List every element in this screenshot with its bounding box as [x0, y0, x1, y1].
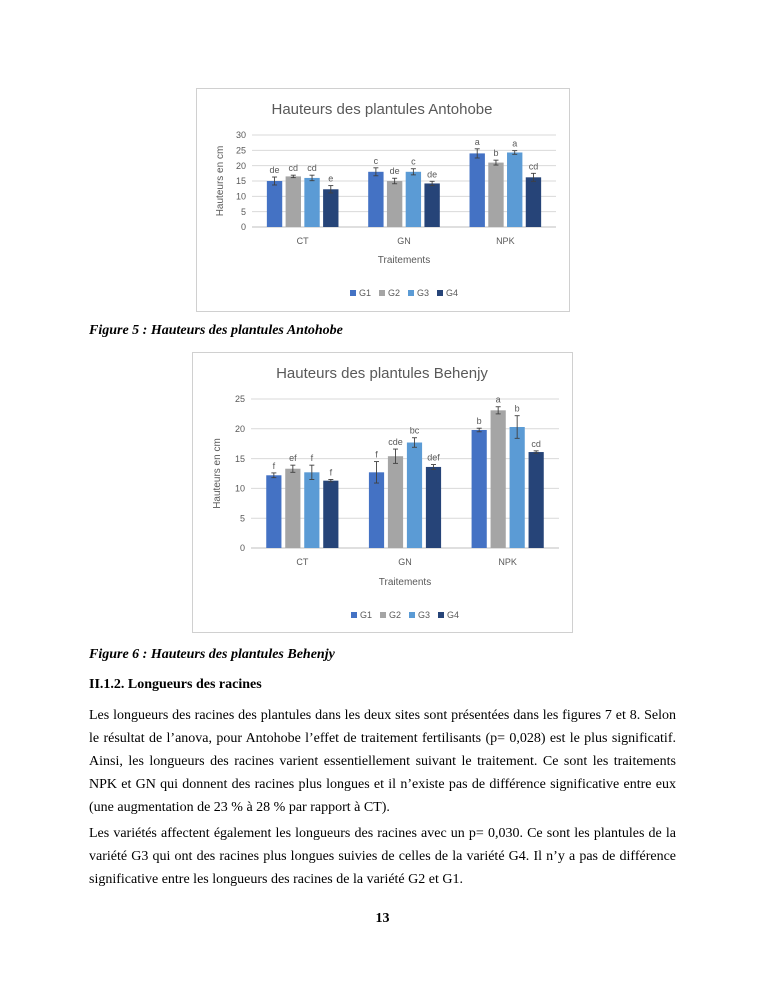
legend-swatch-g1 [351, 612, 357, 618]
y-tick-label: 25 [235, 145, 246, 156]
data-label: ef [289, 453, 297, 464]
bar-g4-npk [526, 177, 541, 227]
chart-title: Hauteurs des plantules Antohobe [271, 101, 493, 118]
y-tick-label: 15 [235, 176, 246, 187]
data-label: bc [409, 425, 420, 436]
page-number: 13 [375, 911, 390, 926]
y-tick-label: 10 [235, 191, 246, 202]
bar-g2-ct [286, 176, 301, 227]
legend-label-g3: G3 [418, 610, 431, 620]
x-tick-label: NPK [496, 236, 515, 246]
data-label: b [493, 148, 499, 159]
bar-g1-npk [470, 153, 485, 227]
data-label: b [476, 416, 482, 427]
y-tick-label: 0 [240, 222, 246, 233]
bar-g2-gn [387, 181, 402, 227]
legend-label-g1: G1 [360, 610, 373, 620]
chart-title: Hauteurs des plantules Behenjy [276, 365, 488, 382]
figure-5-caption: Figure 5 : Hauteurs des plantules Antohobe [89, 323, 343, 338]
x-tick-label: CT [296, 236, 309, 246]
data-label: f [272, 460, 276, 471]
bar-g3-ct [304, 472, 319, 548]
data-label: cde [388, 437, 403, 448]
bar-g1-ct [266, 475, 281, 548]
legend-label-g4: G4 [447, 610, 460, 620]
bar-g3-gn [406, 172, 421, 227]
y-tick-label: 15 [234, 453, 245, 464]
y-axis-label: Hauteurs en cm [212, 438, 223, 509]
data-label: cd [307, 163, 317, 174]
bar-g2-gn [388, 456, 403, 548]
bar-g3-gn [407, 443, 422, 548]
y-tick-label: 10 [234, 483, 245, 494]
y-tick-label: 20 [235, 160, 246, 171]
data-label: a [495, 394, 501, 405]
data-label: cd [531, 438, 541, 449]
legend-label-g2: G2 [389, 610, 402, 620]
data-label: cd [528, 161, 539, 172]
y-axis-label: Hauteurs en cm [215, 145, 226, 217]
paragraph-1: Les longueurs des racines des plantules dans les deux sites sont présentées dans les figures 7 et 8. Selon le résultat de l’anova, pour Antohobe l’effet de traitement fertilisants (p= 0,028) est le plus significatif. Ainsi, les longueurs des racines varient essentiellement suivant le traitement. Ce sont les traitements NPK et GN qui donnent des racines plus longues et il n’existe pas de différence significative entre eux (une augmentation de 23 % à 28 % par rapport à CT). [89, 708, 676, 815]
chart-behenjy [193, 353, 572, 632]
bar-g3-npk [510, 427, 525, 548]
legend-swatch-g4 [438, 612, 444, 618]
x-tick-label: NPK [498, 557, 517, 567]
data-label: f [329, 467, 333, 478]
figure-6-caption: Figure 6 : Hauteurs des plantules Behenjy [89, 647, 335, 662]
data-label: cd [288, 163, 299, 174]
data-label: a [512, 138, 518, 149]
y-tick-label: 25 [234, 394, 245, 405]
bar-g1-npk [472, 430, 487, 548]
data-label: a [474, 136, 480, 147]
legend-swatch-g3 [408, 290, 414, 296]
legend-label-g3: G3 [417, 288, 430, 298]
bar-g1-gn [368, 172, 383, 227]
bar-g2-npk [491, 410, 506, 548]
bar-g4-gn [424, 183, 439, 227]
legend-swatch-g4 [437, 290, 443, 296]
data-label: de [389, 166, 400, 177]
section-heading: II.1.2. Longueurs des racines [89, 677, 262, 692]
x-tick-label: CT [296, 557, 309, 567]
data-label: b [514, 403, 520, 414]
data-label: def [427, 452, 440, 463]
bar-g4-ct [323, 481, 338, 548]
data-label: f [310, 453, 314, 464]
chart-antohobe [197, 89, 569, 311]
bar-g2-ct [285, 469, 300, 548]
x-axis-label: Traitements [377, 255, 431, 266]
y-tick-label: 0 [239, 543, 245, 554]
legend-swatch-g3 [409, 612, 415, 618]
y-tick-label: 5 [239, 513, 245, 524]
bar-g1-ct [267, 181, 282, 227]
legend-label-g2: G2 [388, 288, 401, 298]
data-label: e [328, 173, 334, 184]
bar-g4-npk [529, 452, 544, 548]
figure-6-chart [192, 352, 573, 633]
bar-g2-npk [488, 163, 503, 227]
y-tick-label: 5 [240, 206, 246, 217]
bar-g3-npk [507, 152, 522, 227]
legend-swatch-g2 [380, 612, 386, 618]
bar-g4-gn [426, 467, 441, 548]
bar-g3-ct [304, 178, 319, 227]
x-tick-label: GN [397, 236, 411, 246]
data-label: c [411, 156, 416, 167]
data-label: c [373, 155, 379, 166]
figure-5-chart [196, 88, 570, 312]
paragraph-2: Les variétés affectent également les longueurs des racines avec un p= 0,030. Ce sont les plantules de la variété G3 qui ont des racines plus longues suivies de celles de la variété G4. Il n’y a pas de différence significative entre les longueurs des racines de la variété G2 et G1. [89, 826, 676, 887]
legend-swatch-g1 [350, 290, 356, 296]
y-tick-label: 20 [234, 423, 245, 434]
legend-label-g1: G1 [359, 288, 372, 298]
bar-g1-gn [369, 472, 384, 548]
bar-g4-ct [323, 189, 338, 227]
x-tick-label: GN [398, 557, 412, 567]
data-label: de [427, 169, 438, 180]
data-label: f [375, 449, 378, 460]
legend-label-g4: G4 [446, 288, 459, 298]
legend-swatch-g2 [379, 290, 385, 296]
data-label: de [269, 165, 280, 176]
x-axis-label: Traitements [378, 577, 432, 588]
y-tick-label: 30 [235, 130, 246, 141]
